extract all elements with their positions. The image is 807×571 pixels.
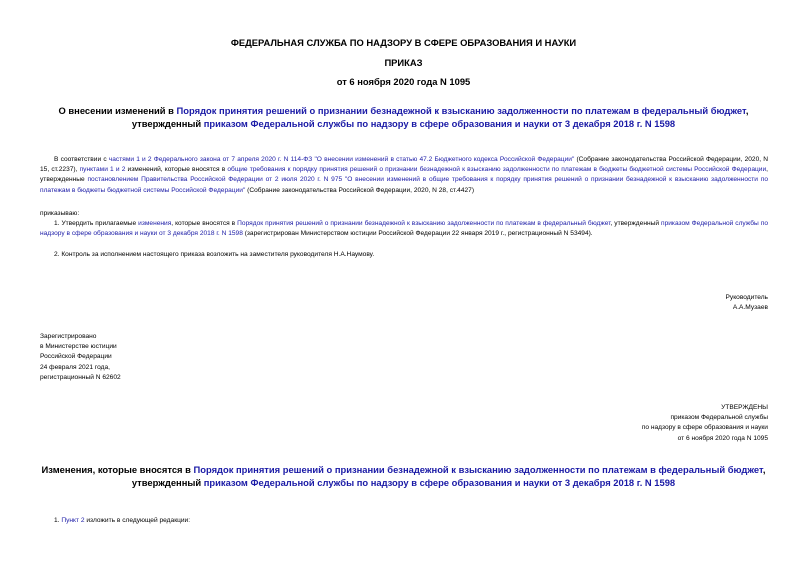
approved-line-2: приказом Федеральной службы: [670, 414, 768, 422]
change1-link-point[interactable]: Пункт 2: [61, 517, 85, 524]
item1-link-procedure[interactable]: Порядок принятия решений о признании безнадежной к взысканию задолженности по платежам в федеральный бюджет: [237, 220, 611, 227]
changes-title-link-procedure[interactable]: Порядок принятия решений о признании безнадежной к взысканию задолженности по платежам в федеральный бюджет: [193, 464, 763, 475]
approved-line-1: УТВЕРЖДЕНЫ: [721, 404, 768, 411]
item1-text-2: , которые вносятся в: [171, 220, 238, 227]
item1-text-1: 1. Утвердить прилагаемые: [54, 220, 139, 227]
doc-type-heading: ПРИКАЗ: [384, 57, 423, 68]
change1-text-1: 1.: [54, 517, 62, 524]
title-link-procedure[interactable]: Порядок принятия решений о признании безнадежной к взысканию задолженности по платежам в федеральный бюджет: [176, 105, 746, 116]
changes-title-prefix: Изменения, которые вносятся в: [41, 464, 194, 475]
item1-text-4: (зарегистрирован Министерством юстиции Российской Федерации 22 января 2019 г., регистрационный N 53494).: [242, 230, 593, 238]
doc-date-number: от 6 ноября 2020 года N 1095: [336, 76, 471, 87]
changes-title-middle: , утвержденный: [131, 464, 766, 488]
preamble-text-3: изменений, которые вносятся в: [125, 166, 228, 174]
title-middle: , утвержденный: [131, 105, 749, 129]
title-link-order[interactable]: приказом Федеральной службы по надзору в сфере образования и науки от 3 декабря 2018 г. N 1598: [203, 118, 676, 129]
registration-line-4: 24 февраля 2021 года,: [40, 363, 110, 371]
approved-block: [500, 403, 768, 444]
item1-link-changes[interactable]: изменения: [138, 220, 172, 227]
order-word: приказываю:: [40, 210, 80, 217]
preamble-link-resolution[interactable]: постановлением Правительства Российской Федерации от 2 июля 2020 г. N 975 "О внесении изменений в общие требования к порядку принятия решений о признании безнадежной к взысканию задолженности по платежам в бюджеты бюджетной системы Российской Федерации": [40, 176, 768, 194]
registration-line-1: Зарегистрировано: [40, 333, 97, 340]
preamble-link-law[interactable]: частями 1 и 2 Федерального закона от 7 апреля 2020 г. N 114-ФЗ "О внесении изменений в статью 47.2 Бюджетного кодекса Российской Федерации": [108, 156, 575, 163]
changes-title: [40, 463, 767, 489]
change1-text-2: изложить в следующей редакции:: [84, 517, 191, 524]
preamble-text-5: (Собрание законодательства Российской Федерации, 2020, N 28, ст.4427): [245, 186, 475, 194]
preamble-text-4: , утвержденные: [40, 166, 768, 184]
registration-block: [40, 332, 121, 383]
approved-line-3: по надзору в сфере образования и науки: [641, 424, 768, 432]
approved-line-4: от 6 ноября 2020 года N 1095: [677, 434, 768, 442]
item-1-paragraph: [40, 219, 768, 239]
title-prefix: О внесении изменений в: [58, 105, 177, 116]
preamble-text-1: В соответствии с: [54, 156, 109, 163]
preamble-text-2: (Собрание законодательства Российской Федерации, 2020, N 15, ст.2237),: [40, 156, 769, 174]
change-1-paragraph: [54, 516, 190, 526]
item1-link-order[interactable]: приказом Федеральной службы по надзору в сфере образования и науки от 3 декабря 2018 г. N 1598: [40, 220, 768, 238]
item-2-paragraph: 2. Контроль за исполнением настоящего приказа возложить на заместителя руководителя Н.А.Наумову.: [54, 251, 375, 258]
preamble-paragraph: [40, 155, 768, 196]
registration-line-2: в Министерстве юстиции: [40, 343, 117, 351]
preamble-link-requirements[interactable]: общие требования к порядку принятия решений о признании безнадежной к взысканию задолженности по платежам в бюджеты бюджетной системы Российской Федерации: [227, 166, 767, 174]
preamble-link-points[interactable]: пунктами 1 и 2: [79, 166, 126, 174]
agency-heading: ФЕДЕРАЛЬНАЯ СЛУЖБА ПО НАДЗОРУ В СФЕРЕ ОБРАЗОВАНИЯ И НАУКИ: [230, 37, 577, 48]
item1-text-3: , утвержденный: [610, 220, 661, 227]
changes-title-link-order[interactable]: приказом Федеральной службы по надзору в сфере образования и науки от 3 декабря 2018 г. N 1598: [203, 477, 676, 488]
signature-name: А.А.Музаев: [732, 304, 768, 311]
registration-line-3: Российской Федерации: [40, 353, 112, 361]
document-title: [30, 104, 777, 130]
signature-role: Руководитель: [725, 294, 768, 301]
registration-line-5: регистрационный N 62602: [40, 373, 121, 381]
